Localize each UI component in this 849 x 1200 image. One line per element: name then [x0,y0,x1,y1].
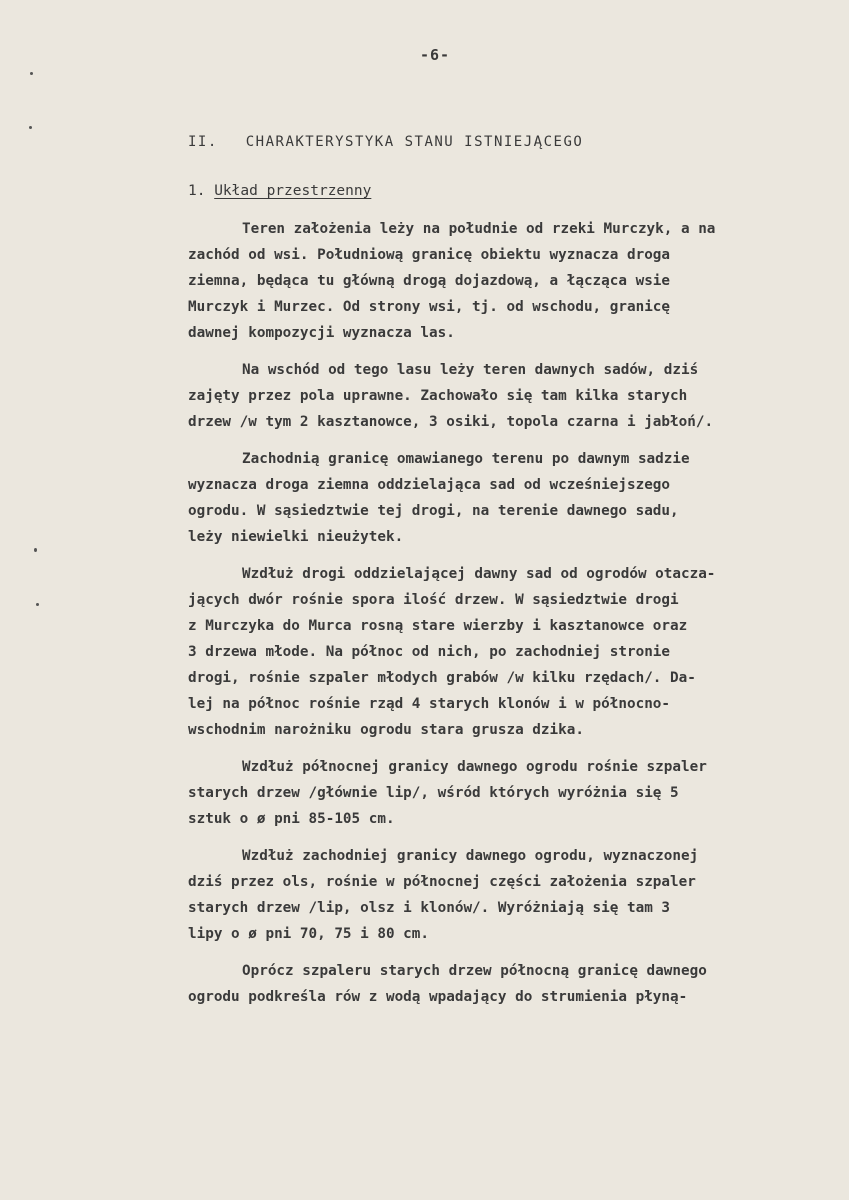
text-line: leży niewielki nieużytek. [188,529,404,545]
text-line: Wzdłuż zachodniej granicy dawnego ogrodu, wyznaczonej [242,848,699,864]
text-line: sztuk o ø pni 85-105 cm. [188,811,395,827]
paragraph [188,754,828,832]
text-line: wschodnim narożniku ogrodu stara grusza dzika. [188,722,584,738]
text-line: lej na północ rośnie rząd 4 starych klonów i w północno- [188,696,671,712]
paragraph [188,843,828,947]
chapter-number: II. [188,134,218,150]
text-line: ziemna, będąca tu główną drogą dojazdową, a łącząca wsie [188,273,671,289]
text-line: Wzdłuż północnej granicy dawnego ogrodu rośnie szpaler [242,759,707,775]
text-line: jących dwór rośnie spora ilość drzew. W sąsiedztwie drogi [188,592,679,608]
text-line: ogrodu. W sąsiedztwie tej drogi, na terenie dawnego sadu, [188,503,679,519]
margin-speck [34,548,37,552]
text-line: Zachodnią granicę omawianego terenu po dawnym sadzie [242,451,690,467]
body-text [188,216,828,1021]
text-line: zachód od wsi. Południową granicę obiektu wyznacza droga [188,247,671,263]
text-line: ogrodu podkreśla rów z wodą wpadający do strumienia płyną- [188,989,688,1005]
text-line: starych drzew /lip, olsz i klonów/. Wyróżniają się tam 3 [188,900,671,916]
margin-speck [30,72,33,75]
section-title: Układ przestrzenny [214,183,372,199]
page-number: -6- [420,46,451,64]
margin-speck [36,603,39,606]
text-line: Wzdłuż drogi oddzielającej dawny sad od ogrodów otacza- [242,566,716,582]
paragraph [188,561,828,743]
text-line: zajęty przez pola uprawne. Zachowało się tam kilka starych [188,388,688,404]
section-heading [188,183,371,199]
text-line: drzew /w tym 2 kasztanowce, 3 osiki, topola czarna i jabłoń/. [188,414,714,430]
paragraph [188,357,828,435]
text-line: Murczyk i Murzec. Od strony wsi, tj. od wschodu, granicę [188,299,671,315]
chapter-heading [188,134,583,150]
text-line: dziś przez ols, rośnie w północnej części założenia szpaler [188,874,696,890]
margin-speck [29,126,32,129]
text-line: wyznacza droga ziemna oddzielająca sad od wcześniejszego [188,477,671,493]
text-line: lipy o ø pni 70, 75 i 80 cm. [188,926,430,942]
text-line: Oprócz szpaleru starych drzew północną granicę dawnego [242,963,707,979]
paragraph [188,446,828,550]
section-number: 1. [188,183,206,199]
text-line: dawnej kompozycji wyznacza las. [188,325,455,341]
chapter-title: CHARAKTERYSTYKA STANU ISTNIEJĄCEGO [245,134,584,150]
text-line: Teren założenia leży na południe od rzeki Murczyk, a na [242,221,716,237]
text-line: z Murczyka do Murca rosną stare wierzby i kasztanowce oraz [188,618,688,634]
text-line: 3 drzewa młode. Na północ od nich, po zachodniej stronie [188,644,671,660]
paragraph [188,216,828,346]
text-line: drogi, rośnie szpaler młodych grabów /w kilku rzędach/. Da- [188,670,696,686]
paragraph [188,958,828,1010]
text-line: Na wschód od tego lasu leży teren dawnych sadów, dziś [242,362,699,378]
text-line: starych drzew /głównie lip/, wśród których wyróżnia się 5 [188,785,679,801]
